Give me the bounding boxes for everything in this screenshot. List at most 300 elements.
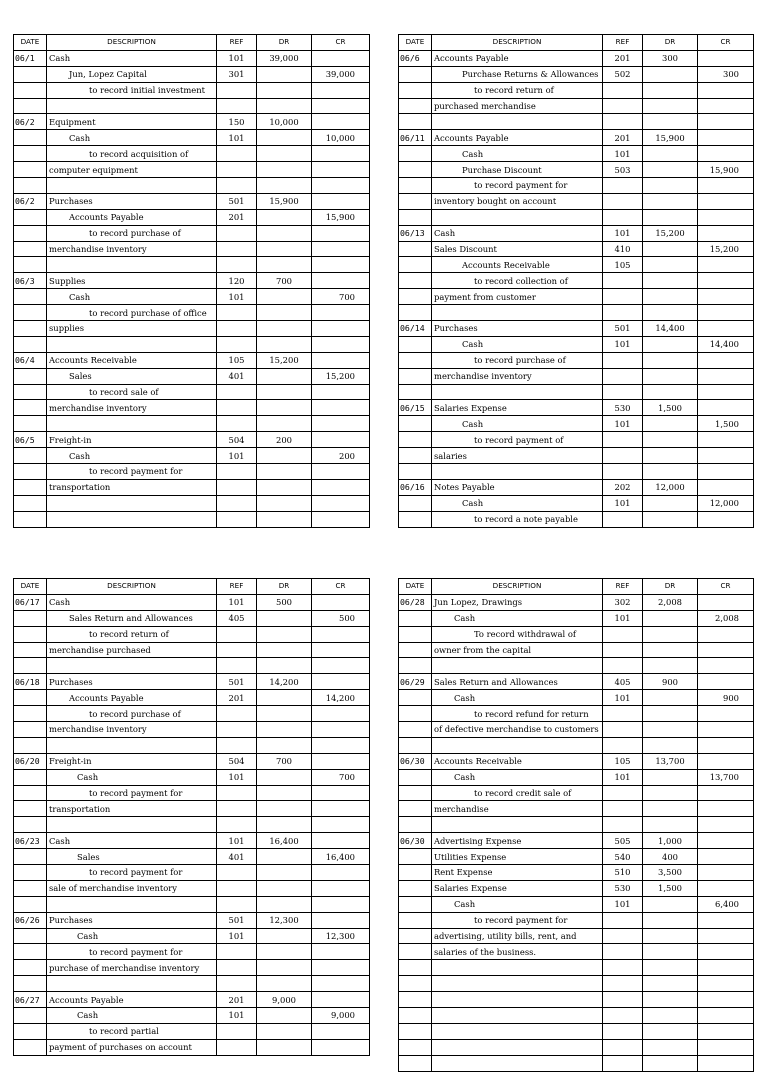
ref-cell: 503 — [603, 162, 643, 178]
credit-cell — [698, 642, 754, 658]
credit-cell — [698, 146, 754, 162]
debit-cell — [643, 162, 698, 178]
journal-row — [399, 912, 754, 928]
ref-cell — [603, 464, 643, 480]
ref-cell: 101 — [217, 448, 257, 464]
credit-cell: 13,700 — [698, 769, 754, 785]
date-cell — [14, 257, 47, 273]
debit-header: DR — [643, 35, 698, 51]
credit-cell — [312, 400, 370, 416]
description-cell — [432, 384, 603, 400]
journal-row — [399, 690, 754, 706]
date-cell: 06/27 — [14, 992, 47, 1008]
ref-header: REF — [603, 579, 643, 595]
journal-row — [14, 448, 370, 464]
journal-row — [399, 960, 754, 976]
ref-cell: 150 — [217, 114, 257, 130]
header-row — [14, 579, 370, 595]
ref-cell — [603, 193, 643, 209]
ref-cell — [603, 289, 643, 305]
description-cell: Accounts Payable — [47, 209, 217, 225]
date-cell — [14, 880, 47, 896]
date-cell — [399, 690, 432, 706]
ref-cell — [217, 785, 257, 801]
debit-cell — [257, 416, 312, 432]
credit-cell — [312, 642, 370, 658]
credit-cell: 12,000 — [698, 495, 754, 511]
ref-cell: 101 — [217, 833, 257, 849]
debit-cell — [257, 690, 312, 706]
journal-row — [14, 50, 370, 66]
date-cell — [14, 146, 47, 162]
credit-cell — [698, 753, 754, 769]
journal-row — [399, 114, 754, 130]
date-cell — [14, 960, 47, 976]
journal-row — [399, 98, 754, 114]
date-cell — [14, 658, 47, 674]
credit-cell — [312, 706, 370, 722]
journal-row — [14, 146, 370, 162]
debit-cell — [643, 289, 698, 305]
date-cell — [14, 976, 47, 992]
description-cell: Cash — [432, 416, 603, 432]
ref-cell — [603, 992, 643, 1008]
description-cell: Freight-in — [47, 432, 217, 448]
date-cell — [399, 511, 432, 527]
credit-cell — [312, 944, 370, 960]
debit-cell — [643, 626, 698, 642]
date-cell — [399, 98, 432, 114]
date-cell: 06/15 — [399, 400, 432, 416]
credit-cell — [312, 737, 370, 753]
date-cell — [399, 626, 432, 642]
date-cell: 06/2 — [14, 114, 47, 130]
description-cell: to record partial — [47, 1023, 217, 1039]
date-cell — [14, 241, 47, 257]
debit-cell: 2,008 — [643, 594, 698, 610]
credit-cell — [698, 257, 754, 273]
debit-cell — [643, 1023, 698, 1039]
description-cell: purchased merchandise — [432, 98, 603, 114]
description-cell: to record payment for — [47, 944, 217, 960]
journal-row — [399, 130, 754, 146]
debit-header: DR — [257, 35, 312, 51]
journal-row — [14, 706, 370, 722]
ref-cell: 401 — [217, 368, 257, 384]
journal-row — [14, 928, 370, 944]
credit-header: CR — [698, 579, 754, 595]
date-cell — [399, 241, 432, 257]
journal-row — [14, 98, 370, 114]
description-cell — [47, 976, 217, 992]
description-cell — [432, 1055, 603, 1071]
ref-cell: 510 — [603, 865, 643, 881]
ref-cell: 501 — [217, 912, 257, 928]
journal-row — [14, 594, 370, 610]
credit-cell — [312, 82, 370, 98]
debit-cell: 15,900 — [643, 130, 698, 146]
description-cell: payment of purchases on account — [47, 1039, 217, 1055]
debit-cell — [257, 865, 312, 881]
journal-row — [14, 209, 370, 225]
debit-cell — [257, 257, 312, 273]
debit-cell — [257, 880, 312, 896]
credit-cell — [312, 1023, 370, 1039]
description-cell: advertising, utility bills, rent, and — [432, 928, 603, 944]
date-cell — [399, 193, 432, 209]
description-cell: Purchase Discount — [432, 162, 603, 178]
debit-cell — [643, 769, 698, 785]
date-cell — [14, 737, 47, 753]
ref-cell: 504 — [217, 432, 257, 448]
credit-cell — [312, 833, 370, 849]
credit-cell — [698, 722, 754, 738]
credit-cell: 15,900 — [698, 162, 754, 178]
ref-cell: 302 — [603, 594, 643, 610]
date-cell — [14, 896, 47, 912]
credit-cell: 15,200 — [698, 241, 754, 257]
date-cell — [399, 817, 432, 833]
credit-cell — [312, 178, 370, 194]
description-cell: Cash — [47, 928, 217, 944]
date-cell — [399, 162, 432, 178]
credit-cell — [312, 50, 370, 66]
journal-row — [399, 193, 754, 209]
description-cell — [47, 257, 217, 273]
journal-row — [14, 114, 370, 130]
date-cell — [14, 289, 47, 305]
journal-row — [399, 209, 754, 225]
header-row — [14, 35, 370, 51]
credit-cell: 14,400 — [698, 336, 754, 352]
date-cell — [14, 479, 47, 495]
ref-cell: 101 — [603, 690, 643, 706]
journal-row — [14, 674, 370, 690]
description-cell: Accounts Payable — [432, 50, 603, 66]
credit-cell — [312, 146, 370, 162]
ref-cell — [603, 209, 643, 225]
date-cell — [399, 448, 432, 464]
date-cell: 06/1 — [14, 50, 47, 66]
debit-cell — [643, 193, 698, 209]
description-cell: Cash — [47, 833, 217, 849]
ref-cell — [603, 511, 643, 527]
credit-cell: 2,008 — [698, 610, 754, 626]
date-cell — [399, 960, 432, 976]
debit-cell — [643, 257, 698, 273]
debit-cell: 700 — [257, 753, 312, 769]
debit-cell — [257, 368, 312, 384]
credit-header: CR — [312, 35, 370, 51]
ref-cell — [603, 384, 643, 400]
ref-cell — [603, 448, 643, 464]
date-cell — [399, 1023, 432, 1039]
date-cell — [14, 769, 47, 785]
date-cell — [399, 257, 432, 273]
ref-cell: 101 — [603, 225, 643, 241]
debit-cell — [643, 448, 698, 464]
date-header: DATE — [399, 35, 432, 51]
description-cell: Equipment — [47, 114, 217, 130]
date-cell — [399, 178, 432, 194]
date-cell — [399, 1008, 432, 1024]
credit-cell: 900 — [698, 690, 754, 706]
date-cell — [399, 722, 432, 738]
date-cell — [14, 178, 47, 194]
journal-row — [399, 241, 754, 257]
description-cell — [47, 495, 217, 511]
journal-row — [399, 658, 754, 674]
description-cell — [47, 817, 217, 833]
date-header: DATE — [14, 579, 47, 595]
ref-cell: 502 — [603, 66, 643, 82]
date-cell: 06/6 — [399, 50, 432, 66]
journal-row — [399, 495, 754, 511]
ref-cell — [603, 976, 643, 992]
ref-cell — [603, 1023, 643, 1039]
journal-row — [14, 416, 370, 432]
ref-cell — [603, 432, 643, 448]
credit-header: CR — [312, 579, 370, 595]
journal-row — [14, 479, 370, 495]
debit-cell — [257, 495, 312, 511]
journal-row — [399, 642, 754, 658]
description-cell: Purchases — [432, 321, 603, 337]
credit-cell — [312, 98, 370, 114]
description-cell — [47, 658, 217, 674]
description-cell: Cash — [432, 610, 603, 626]
ref-cell — [217, 305, 257, 321]
description-cell: Rent Expense — [432, 865, 603, 881]
debit-cell — [257, 769, 312, 785]
description-cell — [432, 992, 603, 1008]
journal-row — [399, 162, 754, 178]
description-cell: to record payment for — [47, 865, 217, 881]
description-cell — [47, 511, 217, 527]
credit-cell — [698, 273, 754, 289]
journal-row — [399, 594, 754, 610]
debit-cell: 9,000 — [257, 992, 312, 1008]
ref-cell — [217, 464, 257, 480]
credit-cell — [312, 114, 370, 130]
description-cell: computer equipment — [47, 162, 217, 178]
debit-cell — [257, 642, 312, 658]
date-cell: 06/4 — [14, 352, 47, 368]
debit-cell — [643, 992, 698, 1008]
date-cell — [14, 368, 47, 384]
journal-row — [14, 880, 370, 896]
date-cell — [399, 336, 432, 352]
date-cell — [399, 384, 432, 400]
credit-cell: 39,000 — [312, 66, 370, 82]
header-row — [399, 35, 754, 51]
description-cell: to record refund for return — [432, 706, 603, 722]
credit-cell: 500 — [312, 610, 370, 626]
ref-cell: 410 — [603, 241, 643, 257]
credit-cell — [698, 706, 754, 722]
ref-cell: 501 — [217, 674, 257, 690]
ref-cell: 201 — [603, 50, 643, 66]
journal-row — [399, 722, 754, 738]
credit-cell — [312, 193, 370, 209]
description-cell: Cash — [432, 225, 603, 241]
journal-row — [399, 992, 754, 1008]
debit-cell — [257, 178, 312, 194]
credit-cell — [698, 658, 754, 674]
debit-cell — [643, 896, 698, 912]
ref-cell: 101 — [603, 336, 643, 352]
ref-cell — [603, 817, 643, 833]
ref-cell — [603, 1039, 643, 1055]
journal-row — [399, 737, 754, 753]
description-cell — [47, 416, 217, 432]
credit-cell — [312, 241, 370, 257]
date-cell: 06/14 — [399, 321, 432, 337]
debit-cell — [257, 400, 312, 416]
credit-cell — [698, 114, 754, 130]
debit-cell: 1,500 — [643, 880, 698, 896]
ref-cell: 101 — [603, 416, 643, 432]
ref-cell — [603, 98, 643, 114]
journal-row — [399, 464, 754, 480]
journal-row — [399, 352, 754, 368]
debit-cell: 3,500 — [643, 865, 698, 881]
journal-row — [14, 944, 370, 960]
credit-cell — [698, 448, 754, 464]
debit-cell — [257, 610, 312, 626]
journal-row — [399, 289, 754, 305]
date-cell — [399, 464, 432, 480]
journal-row — [399, 66, 754, 82]
credit-cell — [312, 321, 370, 337]
ref-cell — [217, 495, 257, 511]
journal-row — [14, 833, 370, 849]
description-cell — [432, 114, 603, 130]
credit-cell — [698, 976, 754, 992]
journal-panel-top-right — [398, 34, 754, 528]
date-cell — [14, 495, 47, 511]
credit-cell: 15,900 — [312, 209, 370, 225]
credit-cell — [698, 992, 754, 1008]
ref-cell: 505 — [603, 833, 643, 849]
description-cell: salaries — [432, 448, 603, 464]
description-cell: Sales — [47, 849, 217, 865]
credit-cell — [698, 849, 754, 865]
credit-cell: 16,400 — [312, 849, 370, 865]
ref-cell — [603, 722, 643, 738]
journal-row — [14, 352, 370, 368]
debit-cell — [643, 706, 698, 722]
description-cell: merchandise purchased — [47, 642, 217, 658]
ref-cell: 540 — [603, 849, 643, 865]
ref-cell — [603, 912, 643, 928]
description-cell — [47, 98, 217, 114]
description-cell: Jun Lopez, Drawings — [432, 594, 603, 610]
ref-cell — [217, 865, 257, 881]
ref-cell — [603, 82, 643, 98]
description-cell: Sales Return and Allowances — [432, 674, 603, 690]
date-cell — [14, 448, 47, 464]
description-cell: Sales — [47, 368, 217, 384]
ref-cell: 405 — [217, 610, 257, 626]
debit-header: DR — [643, 579, 698, 595]
journal-row — [399, 769, 754, 785]
description-cell: Cash — [47, 769, 217, 785]
date-header: DATE — [399, 579, 432, 595]
date-cell — [14, 209, 47, 225]
date-cell — [399, 944, 432, 960]
description-cell: Cash — [432, 690, 603, 706]
journal-row — [399, 896, 754, 912]
debit-cell — [643, 178, 698, 194]
credit-cell — [698, 305, 754, 321]
description-cell: to record payment of — [432, 432, 603, 448]
credit-cell — [312, 432, 370, 448]
credit-cell — [698, 321, 754, 337]
debit-cell: 200 — [257, 432, 312, 448]
debit-cell — [257, 448, 312, 464]
ref-cell — [217, 178, 257, 194]
credit-cell — [698, 865, 754, 881]
date-cell — [399, 289, 432, 305]
ref-cell: 504 — [217, 753, 257, 769]
debit-cell — [257, 384, 312, 400]
debit-cell: 900 — [643, 674, 698, 690]
credit-cell — [312, 273, 370, 289]
debit-cell — [643, 416, 698, 432]
credit-cell — [698, 880, 754, 896]
debit-cell: 16,400 — [257, 833, 312, 849]
debit-cell — [643, 642, 698, 658]
ref-cell: 101 — [603, 146, 643, 162]
description-cell: Salaries Expense — [432, 880, 603, 896]
ref-cell — [603, 178, 643, 194]
ref-cell — [217, 1039, 257, 1055]
credit-cell — [698, 1039, 754, 1055]
journal-row — [14, 801, 370, 817]
date-header: DATE — [14, 35, 47, 51]
journal-row — [14, 817, 370, 833]
date-cell — [399, 66, 432, 82]
credit-cell — [312, 785, 370, 801]
credit-cell — [312, 495, 370, 511]
description-cell — [47, 178, 217, 194]
ref-cell: 101 — [603, 896, 643, 912]
credit-cell — [698, 674, 754, 690]
description-cell: to record return of — [432, 82, 603, 98]
debit-cell — [643, 610, 698, 626]
ref-cell — [603, 658, 643, 674]
debit-cell — [643, 352, 698, 368]
date-cell — [14, 1039, 47, 1055]
date-cell — [14, 1008, 47, 1024]
journal-row — [399, 706, 754, 722]
description-cell: transportation — [47, 479, 217, 495]
credit-cell — [698, 511, 754, 527]
debit-cell — [257, 817, 312, 833]
debit-cell — [257, 241, 312, 257]
credit-cell — [312, 305, 370, 321]
journal-row — [14, 400, 370, 416]
date-cell: 06/3 — [14, 273, 47, 289]
date-cell — [14, 801, 47, 817]
debit-cell: 400 — [643, 849, 698, 865]
journal-row — [14, 321, 370, 337]
journal-row — [14, 642, 370, 658]
journal-row — [399, 1008, 754, 1024]
date-cell — [14, 225, 47, 241]
ref-cell — [217, 658, 257, 674]
